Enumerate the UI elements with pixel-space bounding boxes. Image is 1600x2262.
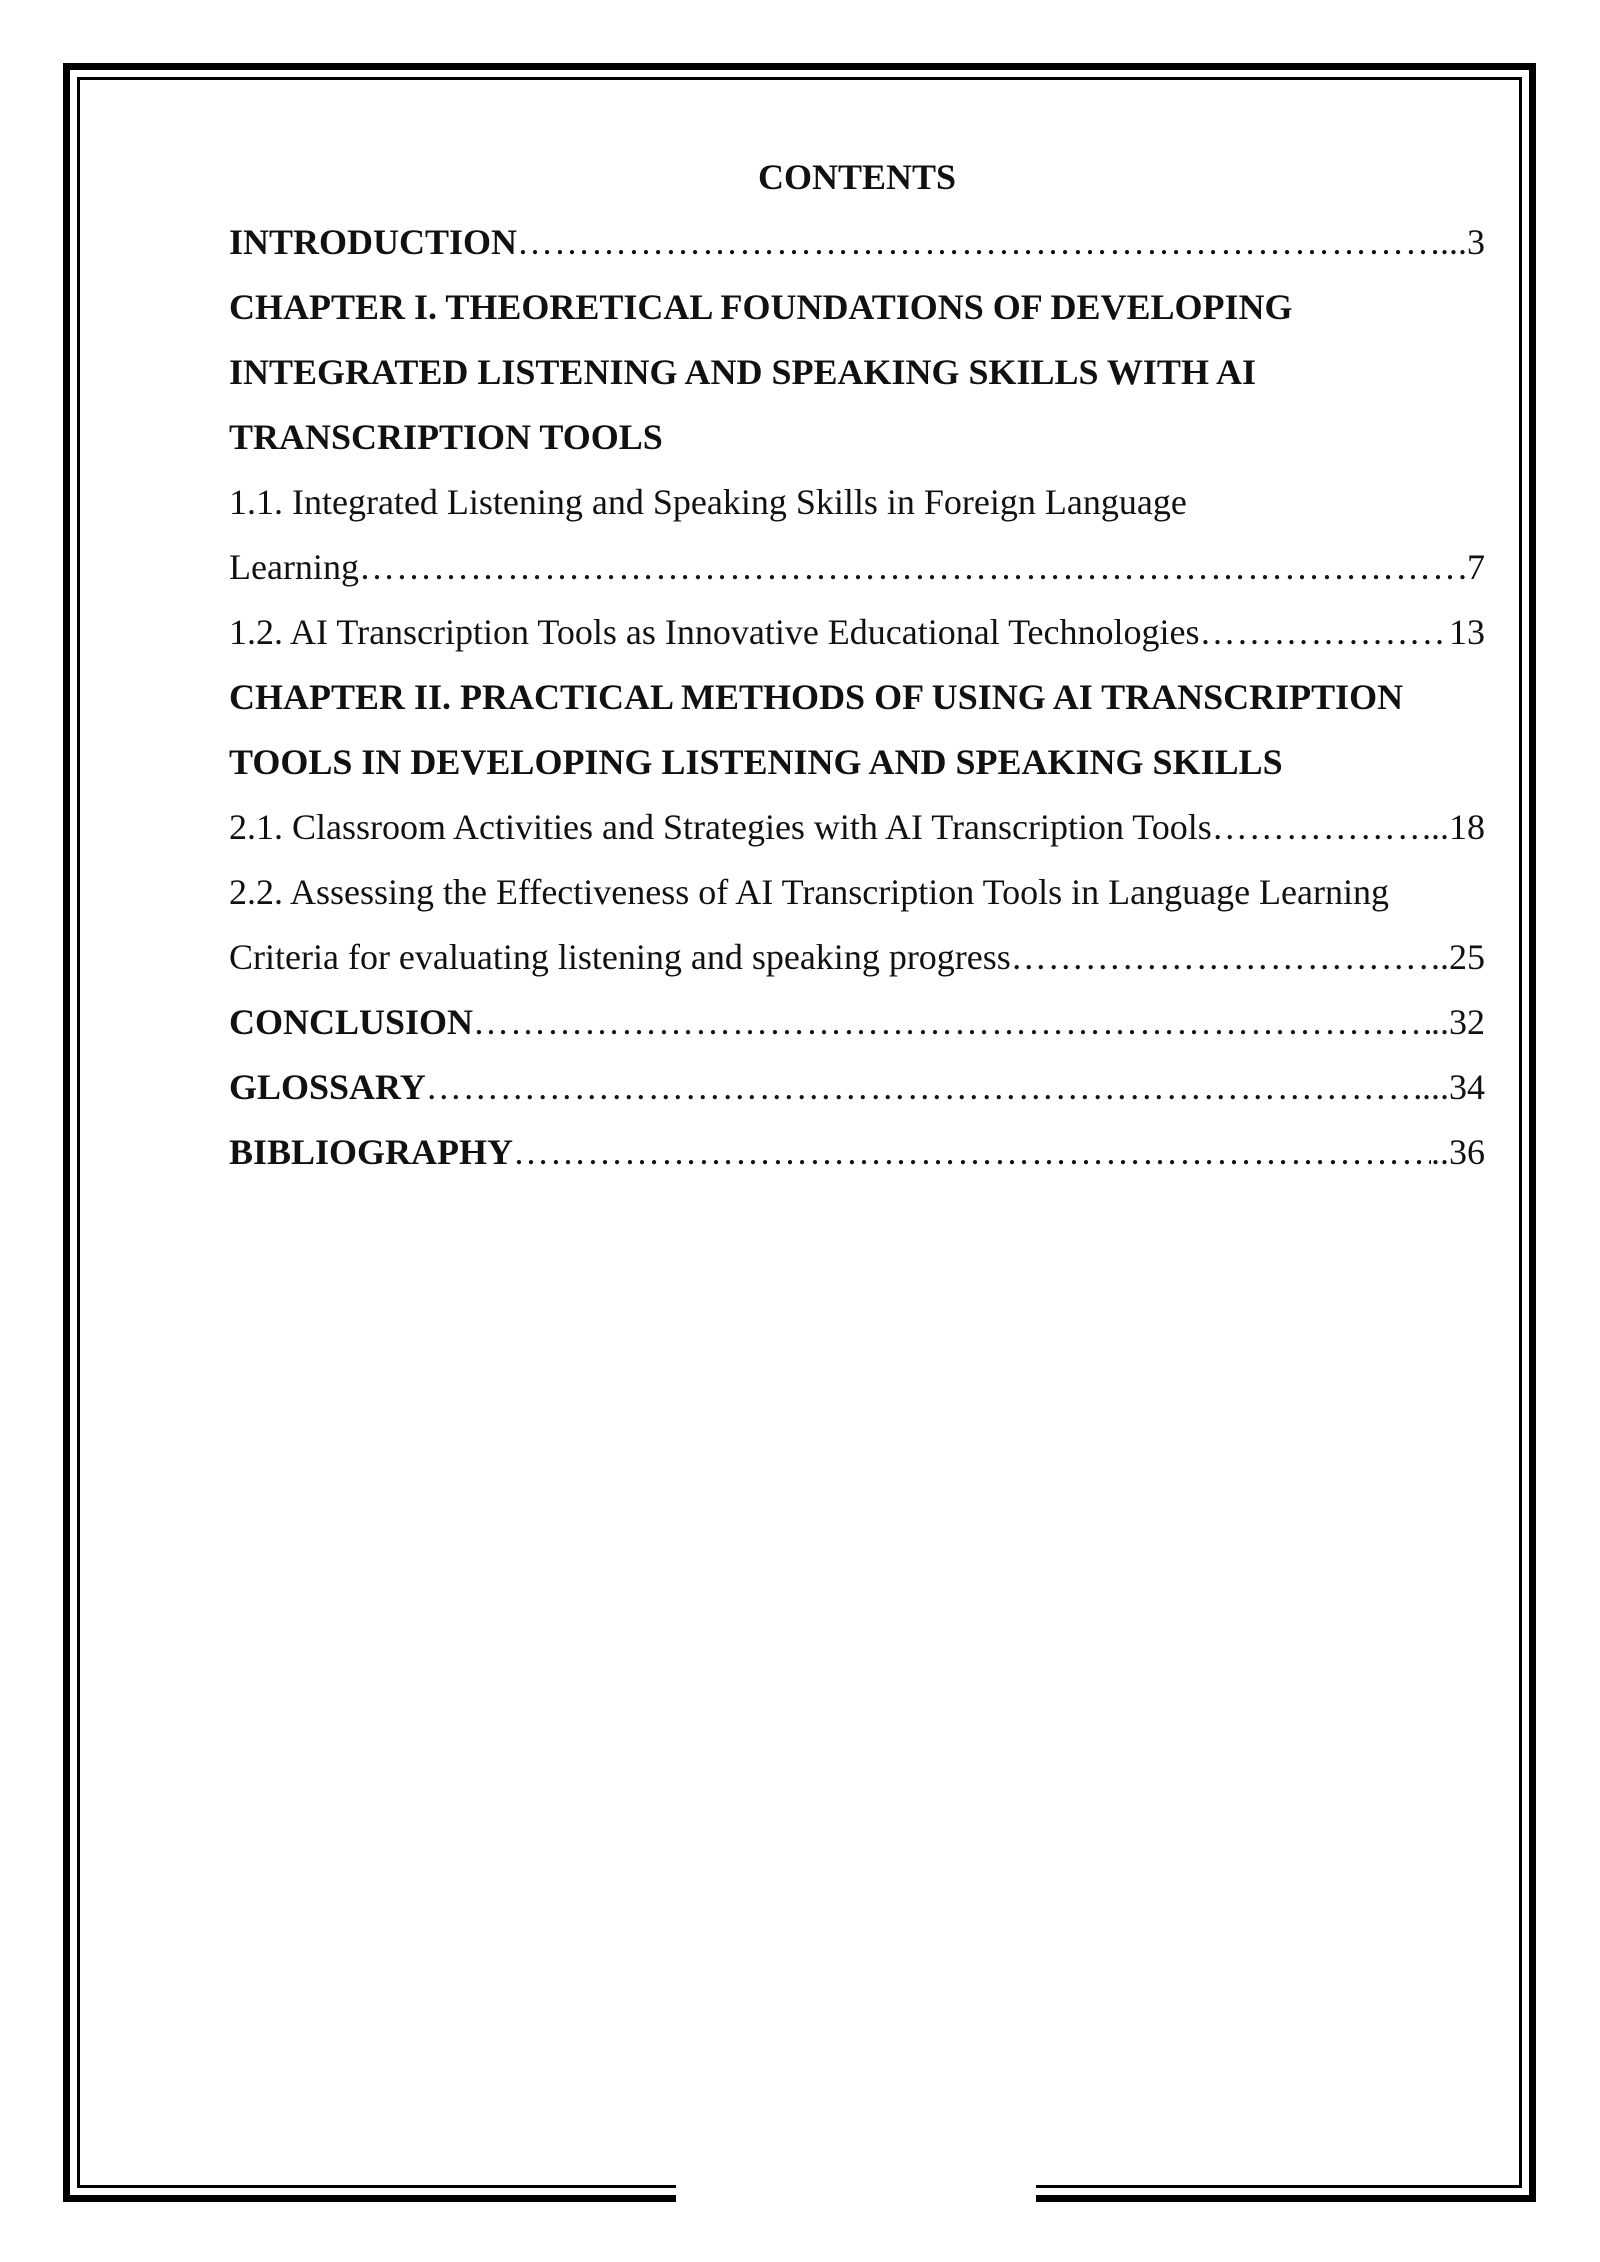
toc-page-number: ..32 xyxy=(1431,1002,1485,1042)
toc-entry-label: CONCLUSION xyxy=(229,1002,474,1042)
toc-page-number: ..25 xyxy=(1431,937,1485,977)
toc-entry-label: 2.1. Classroom Activities and Strategies with AI Transcription Tools xyxy=(229,807,1212,847)
toc-page-number: 13 xyxy=(1449,612,1485,652)
toc-page-number: ...34 xyxy=(1422,1067,1485,1107)
section-1-1-title-line-1: 1.1. Integrated Listening and Speaking Skills in Foreign Language xyxy=(229,482,1187,522)
toc-page-number: .7 xyxy=(1458,547,1485,587)
toc-page-number: ...3 xyxy=(1440,222,1485,262)
chapter-2-title-line-1: CHAPTER II. PRACTICAL METHODS OF USING AI TRANSCRIPTION xyxy=(229,677,1404,717)
section-2-2-title-line-1: 2.2. Assessing the Effectiveness of AI Transcription Tools in Language Learning xyxy=(229,872,1389,912)
dot-leader xyxy=(359,535,1458,600)
toc-entry-section-2-1[interactable] xyxy=(229,795,1485,860)
toc-entry-chapter-1[interactable] xyxy=(229,275,1485,470)
toc-page-number: ...18 xyxy=(1422,807,1485,847)
chapter-1-title-line-1: CHAPTER I. THEORETICAL FOUNDATIONS OF DEVELOPING xyxy=(229,287,1293,327)
toc-entry-section-2-2[interactable] xyxy=(229,860,1485,990)
toc-list xyxy=(229,210,1485,1185)
toc-entry-label: BIBLIOGRAPHY xyxy=(229,1132,514,1172)
toc-entry-label: GLOSSARY xyxy=(229,1067,426,1107)
chapter-2-title-line-2: TOOLS IN DEVELOPING LISTENING AND SPEAKING SKILLS xyxy=(229,742,1283,782)
dot-leader xyxy=(513,1120,1431,1185)
table-of-contents xyxy=(229,145,1485,1185)
toc-entry-section-1-2[interactable] xyxy=(229,600,1485,665)
chapter-1-title-line-2: INTEGRATED LISTENING AND SPEAKING SKILLS WITH AI xyxy=(229,352,1256,392)
toc-entry-label: Learning xyxy=(229,547,359,587)
dot-leader xyxy=(517,210,1440,275)
toc-entry-conclusion[interactable] xyxy=(229,990,1485,1055)
border-gap xyxy=(676,2180,1036,2210)
dot-leader xyxy=(1200,600,1449,665)
chapter-1-title-line-3: TRANSCRIPTION TOOLS xyxy=(229,417,663,457)
toc-page-number: ..36 xyxy=(1431,1132,1485,1172)
toc-entry-bibliography[interactable] xyxy=(229,1120,1485,1185)
dot-leader xyxy=(1011,925,1431,990)
dot-leader xyxy=(426,1055,1422,1120)
toc-entry-label: INTRODUCTION xyxy=(229,222,518,262)
dot-leader xyxy=(1212,795,1422,860)
toc-title: CONTENTS xyxy=(757,157,957,197)
toc-entry-introduction[interactable] xyxy=(229,210,1485,275)
toc-entry-glossary[interactable] xyxy=(229,1055,1485,1120)
toc-entry-chapter-2[interactable] xyxy=(229,665,1485,795)
toc-entry-label: 1.2. AI Transcription Tools as Innovative Educational Technologies xyxy=(229,612,1200,652)
toc-entry-section-1-1[interactable] xyxy=(229,470,1485,600)
dot-leader xyxy=(473,990,1431,1055)
toc-entry-label: Criteria for evaluating listening and speaking progress xyxy=(229,937,1011,977)
